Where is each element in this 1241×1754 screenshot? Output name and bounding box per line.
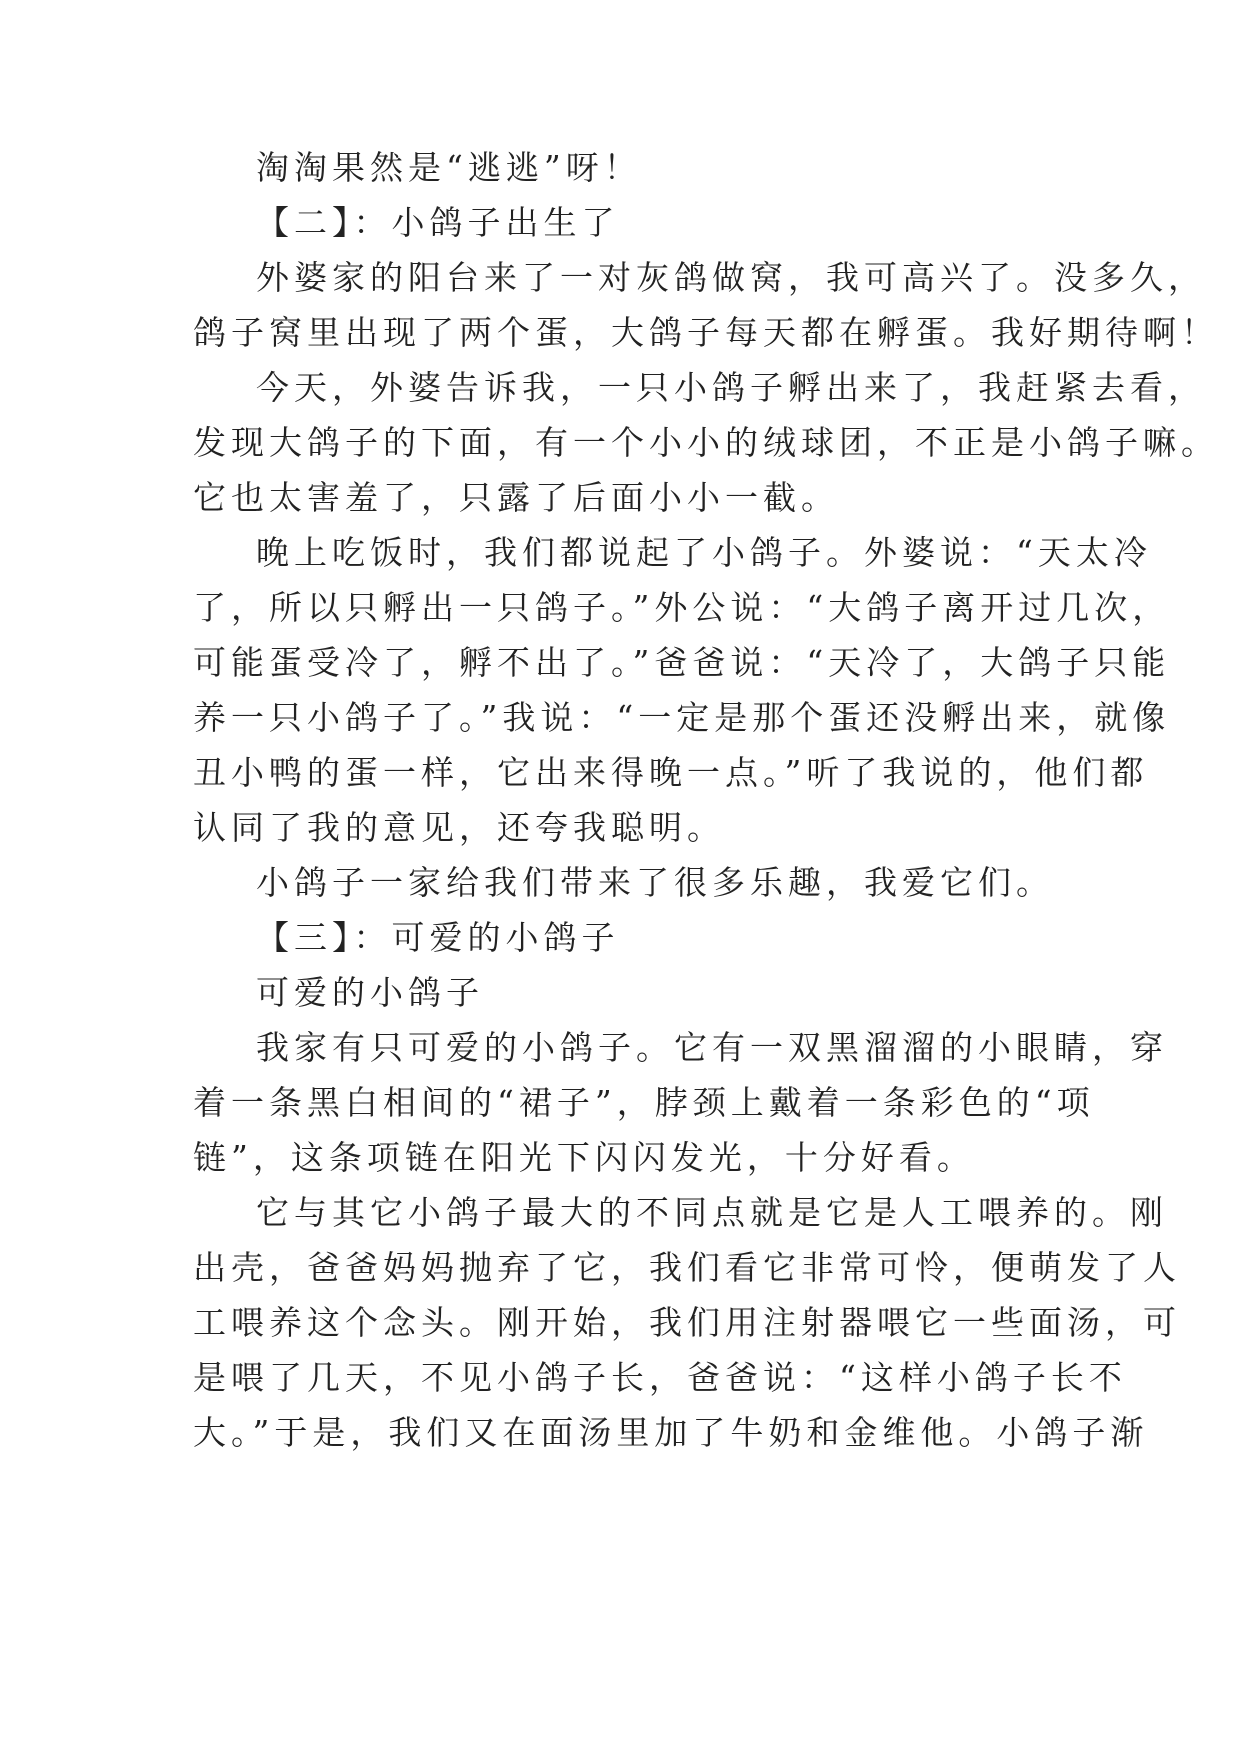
- paragraph-line: 可能蛋受冷了，孵不出了。”爸爸说：“天冷了，大鸽子只能: [193, 643, 1171, 682]
- paragraph-line: 小鸽子一家给我们带来了很多乐趣，我爱它们。: [256, 863, 1054, 902]
- paragraph-line: 它与其它小鸽子最大的不同点就是它是人工喂养的。刚: [256, 1193, 1168, 1232]
- paragraph-line: 链”，这条项链在阳光下闪闪发光，十分好看。: [193, 1138, 975, 1177]
- section-heading: 【三】：可爱的小鸽子: [256, 918, 620, 957]
- paragraph-line: 是喂了几天，不见小鸽子长，爸爸说：“这样小鸽子长不: [193, 1358, 1127, 1397]
- paragraph-line: 我家有只可爱的小鸽子。它有一双黑溜溜的小眼睛，穿: [256, 1028, 1168, 1067]
- article-title: 可爱的小鸽子: [256, 973, 484, 1012]
- paragraph-line: 今天，外婆告诉我，一只小鸽子孵出来了，我赶紧去看，: [256, 368, 1206, 407]
- paragraph-line: 丑小鸭的蛋一样，它出来得晚一点。”听了我说的，他们都: [193, 753, 1149, 792]
- paragraph-line: 出壳，爸爸妈妈抛弃了它，我们看它非常可怜，便萌发了人: [193, 1248, 1181, 1287]
- paragraph-line: 它也太害羞了，只露了后面小小一截。: [193, 478, 839, 517]
- paragraph-line: 外婆家的阳台来了一对灰鸽做窝，我可高兴了。没多久，: [256, 258, 1206, 297]
- paragraph-line: 淘淘果然是“逃逃”呀！: [256, 148, 642, 187]
- paragraph-line: 工喂养这个念头。刚开始，我们用注射器喂它一些面汤，可: [193, 1303, 1181, 1342]
- paragraph-line: 鸽子窝里出现了两个蛋，大鸽子每天都在孵蛋。我好期待啊！: [193, 313, 1219, 352]
- paragraph-line: 了，所以只孵出一只鸽子。”外公说：“大鸽子离开过几次，: [193, 588, 1171, 627]
- paragraph-line: 认同了我的意见，还夸我聪明。: [193, 808, 725, 847]
- paragraph-line: 养一只小鸽子了。”我说：“一定是那个蛋还没孵出来，就像: [193, 698, 1171, 737]
- paragraph-line: 大。”于是，我们又在面汤里加了牛奶和金维他。小鸽子渐: [193, 1413, 1149, 1452]
- paragraph-line: 发现大鸽子的下面，有一个小小的绒球团，不正是小鸽子嘛。: [193, 423, 1219, 462]
- paragraph-line: 着一条黑白相间的“裙子”，脖颈上戴着一条彩色的“项: [193, 1083, 1095, 1122]
- section-heading: 【二】：小鸽子出生了: [256, 203, 620, 242]
- paragraph-line: 晚上吃饭时，我们都说起了小鸽子。外婆说：“天太冷: [256, 533, 1152, 572]
